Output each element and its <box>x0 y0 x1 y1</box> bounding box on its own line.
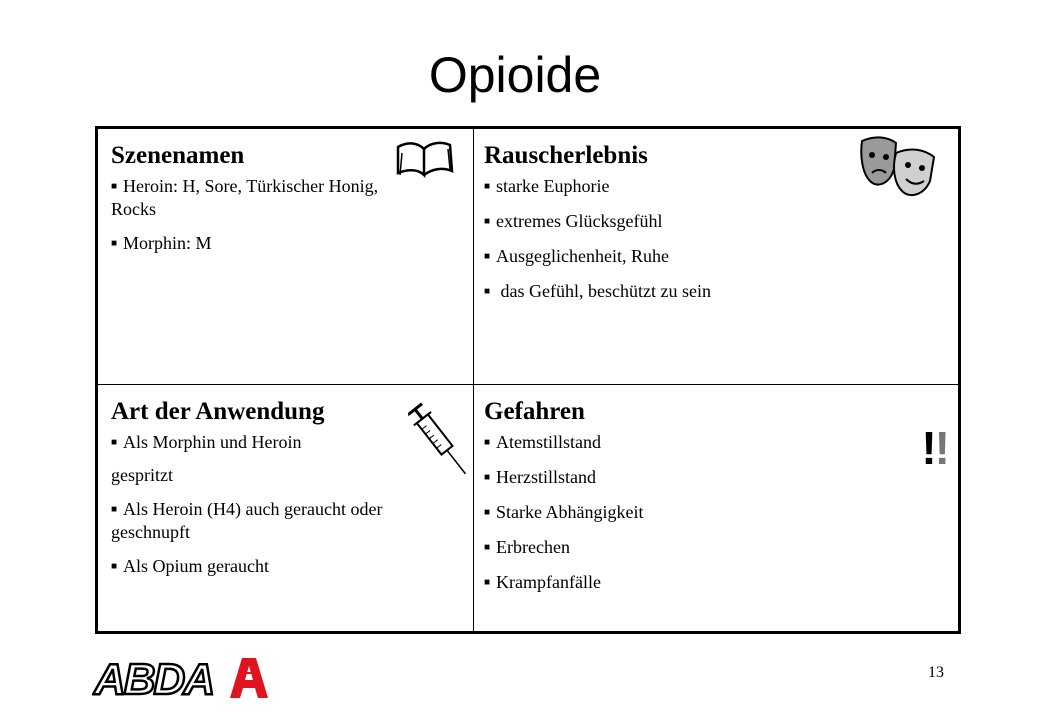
list-item: ■ Als Opium geraucht <box>111 556 270 576</box>
slide-title: Opioide <box>428 47 602 103</box>
cell-rauscherlebnis <box>474 129 958 385</box>
cell-anwendung <box>98 385 474 631</box>
cell-gefahren <box>474 385 958 631</box>
cell-heading: Art der Anwendung <box>111 398 325 425</box>
list-item: ■ Starke Abhängigkeit <box>484 502 644 522</box>
svg-text:ABDA: ABDA <box>94 655 214 700</box>
cell-heading: Gefahren <box>484 398 585 425</box>
list-item: ■ Als Morphin und Heroin <box>111 432 302 452</box>
bullet-list <box>484 431 948 594</box>
bullet-list <box>111 175 463 255</box>
page-number: 13 <box>928 664 944 681</box>
syringe-icon <box>408 395 470 485</box>
list-item: ■ das Gefühl, beschützt zu sein <box>484 281 711 301</box>
open-book-icon <box>394 139 456 179</box>
list-item: ■ Morphin: M <box>111 233 212 253</box>
list-item: ■ Erbrechen <box>484 537 570 557</box>
list-item: ■ Als Heroin (H4) auch geraucht oder geschnupft <box>111 499 383 542</box>
list-item: ■ starke Euphorie <box>484 176 610 196</box>
list-item: gespritzt <box>111 465 173 485</box>
cell-szenenamen <box>98 129 474 385</box>
list-item: ■ extremes Glücksgefühl <box>484 211 663 231</box>
abda-logo <box>92 654 272 700</box>
list-item: ■ Krampfanfälle <box>484 572 601 592</box>
pharmacy-a-logo <box>230 658 268 698</box>
cell-heading: Rauscherlebnis <box>484 142 648 169</box>
list-item: ■ Heroin: H, Sore, Türkischer Honig, Rocks <box>111 176 379 219</box>
theater-masks-icon <box>856 135 942 199</box>
list-item: ■ Atemstillstand <box>484 432 602 452</box>
list-item: ■ Ausgeglichenheit, Ruhe <box>484 246 670 266</box>
list-item: ■ Herzstillstand <box>484 467 597 487</box>
exclamation-icon: !! <box>921 422 948 474</box>
info-table <box>95 126 961 634</box>
cell-heading: Szenenamen <box>111 142 245 169</box>
